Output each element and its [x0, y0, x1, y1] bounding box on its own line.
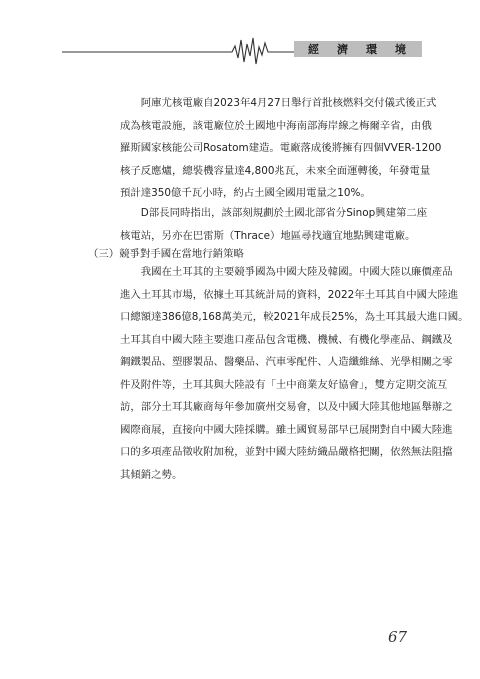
page-number: 67 — [388, 628, 408, 646]
header-waveform-rule — [0, 0, 480, 70]
text-line: 成為核電設施，該電廠位於土國地中海南部海岸線之梅爾辛省，由俄 — [120, 119, 432, 132]
section-label-char: 境 — [395, 43, 408, 56]
text-line: 我國在土耳其的主要競爭國為中國大陸及韓國。中國大陸以廉價產品 — [120, 266, 453, 278]
section-label-char: 經 — [308, 43, 321, 56]
text-line: 核子反應爐，總裝機容量達4,800兆瓦，未來全面運轉後，年發電量 — [120, 164, 431, 177]
text-line: 土耳其自中國大陸主要進口產品包含電機、機械、有機化學產品、鋼鐵及 — [120, 333, 453, 346]
text-line: 國際商展，直接向中國大陸採購。雖土國貿易部早已展開對自中國大陸進 — [120, 423, 453, 436]
text-line: 其傾銷之勢。 — [120, 468, 183, 481]
text-line: 訪，部分土耳其廠商每年參加廣州交易會，以及中國大陸其他地區舉辦之 — [120, 401, 453, 413]
text-line: 口總額達386億8,168萬美元，較2021年成長25%，為土耳其最大進口國。 — [120, 311, 469, 323]
section-label-char: 濟 — [337, 43, 350, 56]
text-line: D部長同時指出，該部刻規劃於土國北部省分Sinop興建第二座 — [120, 207, 428, 219]
section-label-char: 環 — [366, 43, 379, 56]
text-line: 核電站，另亦在巴雷斯（Thrace）地區尋找適宜地點興建電廠。 — [120, 229, 416, 242]
text-line: 件及附件等，土耳其與大陸設有「土中商業友好協會」，雙方定期交流互 — [120, 378, 448, 391]
page-header — [0, 0, 480, 70]
text-line: 預計達350億千瓦小時，約占土國全國用電量之10%。 — [120, 187, 371, 199]
paragraph-competitors — [120, 261, 469, 486]
paragraph-second-plant — [120, 202, 428, 247]
text-line: 口的多項產品徵收附加稅，並對中國大陸紡織品嚴格把關，依然無法阻擋 — [120, 446, 453, 458]
section-heading: （三）競爭對手國在當地行銷策略 — [88, 248, 244, 260]
text-line: 阿庫尤核電廠自2023年4月27日舉行首批核燃料交付儀式後正式 — [120, 97, 437, 109]
section-label — [294, 41, 422, 57]
text-line: 進入土耳其市場，依據土耳其統計局的資料，2022年土耳其自中國大陸進 — [120, 288, 459, 301]
text-line: 羅斯國家核能公司Rosatom建造。電廠落成後將擁有四個VVER-1200 — [120, 142, 442, 154]
text-line: 鋼鐵製品、塑膠製品、醫藥品、汽車零配件、人造纖維絲、光學相關之零 — [120, 356, 453, 368]
paragraph-nuclear-plant — [120, 92, 442, 205]
